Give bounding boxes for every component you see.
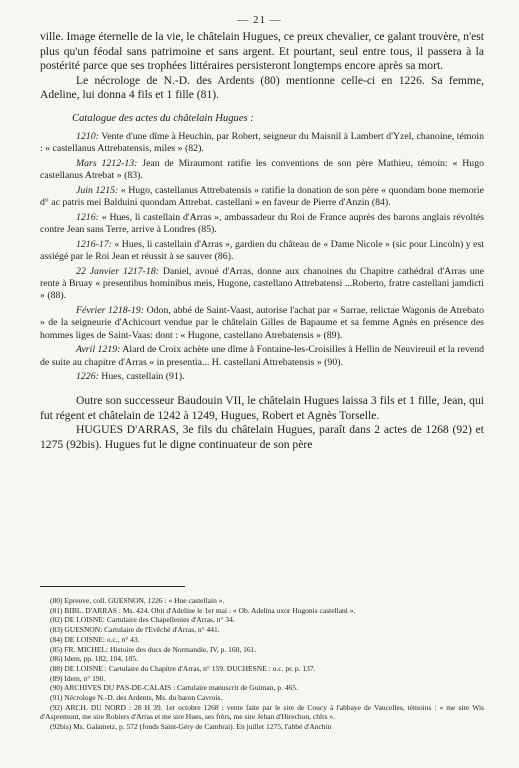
- act-entry: [40, 344, 484, 369]
- footnote-rule: [40, 586, 185, 587]
- act-text: « Hugo, castellanus Attrebatensis » ratifie la donation de son père « quondam bone memorie d° ac patris mei Balduini quondam Attrebat. castellani » en faveur de Pierre d'Anzin (84).: [40, 184, 484, 209]
- act-text: Daniel, avoué d'Arras, donne aux chanoines du Chapitre cathédral d'Arras une rente à Bruay « presentibus hominibus meis, Hugone, castellano Attrebatensi ...Roberto, fratre castellani jamdicti » (88).: [40, 265, 484, 302]
- successeur-paragraph: Outre son successeur Baudouin VII, le châtelain Hugues laissa 3 fils et 1 fille, Jean, qui fut régent et châtelain de 1242 à 1249, Hugues, Robert et Agnès Torselle.: [40, 394, 484, 422]
- act-entry: [40, 239, 484, 264]
- footnote: (80) Epreuve, coll. GUESNON, 1226 : « Hue castellain ».: [50, 596, 225, 605]
- intro-paragraph: ville. Image éternelle de la vie, le châtelain Hugues, ce preux chevalier, ce galant trouvère, n'est plus qu'un féodal sans patrimoine et sans argent. Et pourtant, seul entre tous, il passera à la postérité parce que ses trophées littéraires persisteront longtemps encore après sa mort.: [40, 30, 484, 73]
- footnote: (90) ARCHIVES DU PAS-DE-CALAIS : Cartulaire manuscrit de Guiman, p. 465.: [50, 683, 298, 693]
- footnote: (88) DE LOISNE : Cartulaire du Chapitre d'Arras, n° 159. DUCHESNE : o.c. pr. p. 137.: [50, 663, 316, 673]
- footnote: (91) Nécrologe N.-D. des Ardents, Ms. du baron Cavrois.: [50, 693, 223, 703]
- footnote: (83) GUESNON: Cartulaire de l'Evêché d'Arras, n° 441.: [50, 625, 220, 635]
- footnote: (82) DE LOISNE: Cartulaire des Chapellenies d'Arras, n° 34.: [50, 615, 235, 625]
- footnote: (92) ARCH. DU NORD : 28 H 39. 1er octobre 1268 : vente faite par le sire de Coucy à l'abbaye de Vaucelles, témoins : « me sire Wis d'Aspremont, me sire Robiers d'Arras et me sire Hues, ses frèrs, me sire Jehan d'Hirechon, chlrs ».: [40, 702, 484, 722]
- footnote: (84) DE LOISNE: o.c., n° 43.: [50, 634, 140, 644]
- act-date: 1226:: [76, 371, 99, 383]
- act-entry: [40, 305, 484, 342]
- catalogue-title: Catalogue des actes du châtelain Hugues :: [72, 112, 254, 124]
- main-text: [40, 30, 484, 453]
- hugues-arras-paragraph: HUGUES D'ARRAS, 3e fils du châtelain Hugues, paraît dans 2 actes de 1268 (92) et 1275 (92bis). Hugues fut le digne continuateur de son père: [40, 423, 484, 451]
- act-text: « Hues, li castellain d'Arras », gardien du château de « Dame Nicole » (sic pour Lincoln) y est assiégé par le Roi Jean et réussit à se sauver (86).: [40, 238, 484, 263]
- act-text: Vente d'une dîme à Heuchin, par Robert, seigneur du Maisnil à Lambert d'Yzel, chanoine, témoin : « castellanus Attrebatensis, miles » (82).: [40, 130, 484, 155]
- page-number: — 21 —: [237, 14, 282, 26]
- acts-list: [40, 131, 484, 384]
- act-date: 22 Janvier 1217-18:: [76, 265, 159, 277]
- footnote: (86) Idem, pp. 182, 104, 105.: [50, 654, 138, 664]
- act-date: Février 1218-19:: [76, 305, 144, 317]
- act-date: Mars 1212-13:: [76, 157, 138, 169]
- act-entry: [40, 212, 484, 237]
- act-entry: [40, 371, 484, 383]
- act-text: Hues, castellain (91).: [98, 371, 185, 383]
- act-text: Alard de Croix achète une dîme à Fontaine-les-Croisilles à Hellin de Neuvireuil et la revend de suite au chapitre d'Arras « in presentia... H. castellani Attrebatensis » (90).: [40, 344, 484, 368]
- act-date: 1210:: [76, 130, 99, 142]
- act-date: Juin 1215:: [76, 184, 119, 196]
- footnote: (85) FR. MICHEL: Histoire des ducs de Normandie, IV, p. 160, 161.: [50, 644, 257, 654]
- act-date: 1216-17:: [76, 238, 112, 250]
- footnote: (81) BIBL. D'ARRAS : Ms. 424. Obit d'Adeline le 1er mai : « Ob. Adelina uxor Hugonis castellani ».: [50, 605, 356, 615]
- necrologe-paragraph: Le nécrologe de N.-D. des Ardents (80) mentionne celle-ci en 1226. Sa femme, Adeline, lui donna 4 fils et 1 fille (81).: [40, 73, 484, 102]
- act-entry: [40, 158, 484, 183]
- act-entry: [40, 266, 484, 303]
- act-text: Odon, abbé de Saint-Vaast, autorise l'achat par « Sarrae, relictae Wagonis de Atrebato » de la seigneurie d'Achicourt vendue par le châtelain Gilles de Bapaume et sa femme Agnès en présence des hommes liges de Saint-Vaas: dont : « Hugone, castellano Atrebatensis » (89).: [40, 305, 484, 341]
- footnote: (89) Idem, n° 190.: [50, 673, 106, 683]
- act-entry: [40, 185, 484, 210]
- footnote: (92bis) Ms. Galametz, p. 572 (fonds Saint-Géry de Cambrai). En juillet 1275, l'abbé d'Anchin: [50, 722, 332, 732]
- act-entry: [40, 131, 484, 156]
- act-text: Jean de Miraumont ratifie les conventions de son père Mathieu, témoin: « Hugo castellanus Atrebat » (83).: [40, 157, 484, 182]
- act-date: 1216:: [76, 211, 99, 223]
- footnotes: [40, 596, 484, 732]
- act-date: Avril 1219:: [76, 344, 121, 356]
- act-text: « Hues, li castellain d'Arras », ambassadeur du Roi de France auprès des barons anglais révoltés contre Jean sans Terre, arrive à Londres (85).: [40, 211, 484, 236]
